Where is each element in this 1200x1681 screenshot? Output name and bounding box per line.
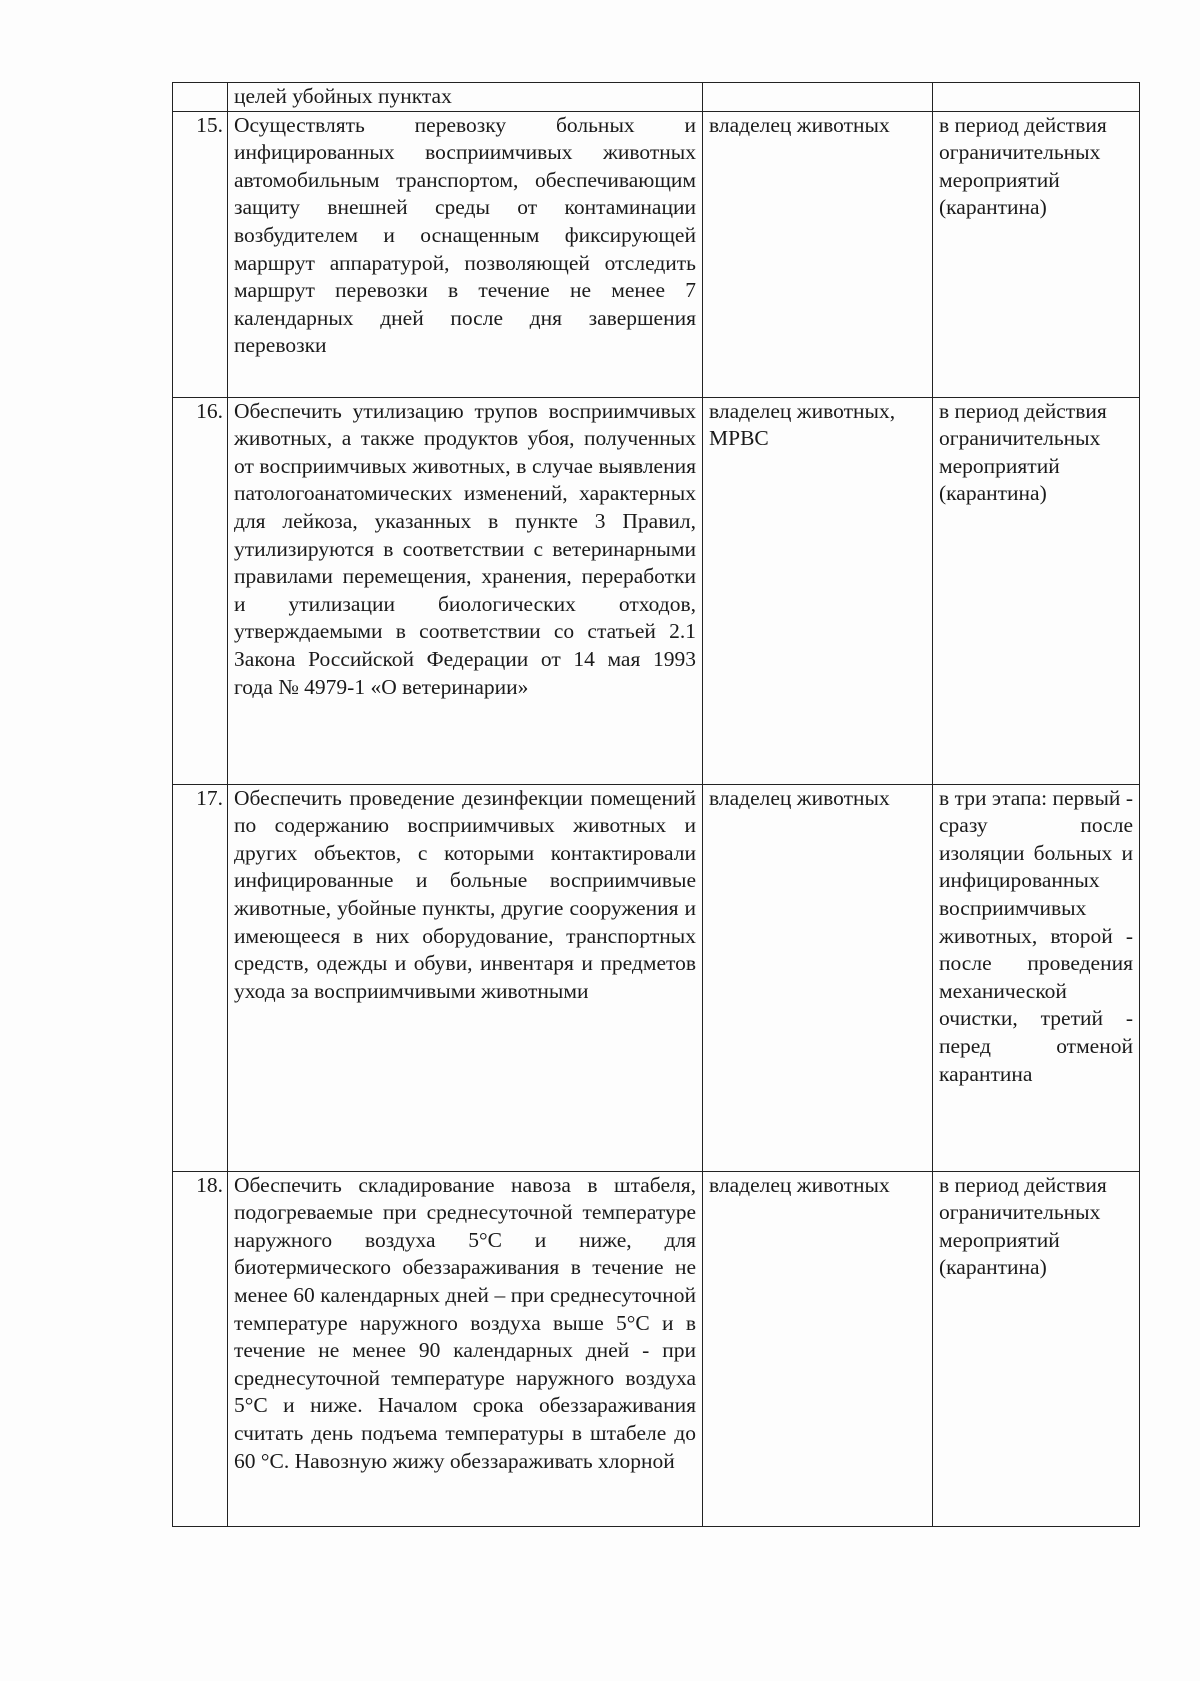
execution-term [933, 83, 1140, 112]
table-row [173, 83, 1140, 112]
execution-term: в период действия ограничительных мероприятий (карантина) [933, 111, 1140, 397]
row-number: 15. [173, 111, 228, 397]
measure-text: Обеспечить проведение дезинфекции помещений по содержанию восприимчивых животных и других объектов, с которыми контактировали инфицированные и больные восприимчивые животные, убойные пункты, другие сооружения и имеющееся в них оборудование, транспортных средств, одежды и обуви, инвентаря и предметов ухода за восприимчивыми животными [228, 784, 703, 1171]
responsible-party: владелец животных [703, 784, 933, 1171]
row-number: 18. [173, 1171, 228, 1526]
row-number [173, 83, 228, 112]
table-row [173, 784, 1140, 1171]
table-row [173, 397, 1140, 784]
measure-text: Обеспечить утилизацию трупов восприимчивых животных, а также продуктов убоя, полученных от восприимчивых животных, в случае выявления патологоанатомических изменений, характерных для лейкоза, указанных в пункте 3 Правил, утилизируются в соответствии с ветеринарными правилами перемещения, хранения, переработки и утилизации биологических отходов, утверждаемыми в соответствии со статьей 2.1 Закона Российской Федерации от 14 мая 1993 года № 4979-1 «О ветеринарии» [228, 397, 703, 784]
row-number: 16. [173, 397, 228, 784]
responsible-party: владелец животных, МРВС [703, 397, 933, 784]
measure-text: Обеспечить складирование навоза в штабеля, подогреваемые при среднесуточной температуре наружного воздуха 5°С и ниже, для биотермического обеззараживания в течение не менее 60 календарных дней – при среднесуточной температуре наружного воздуха выше 5°С и в течение не менее 90 календарных дней - при среднесуточной температуре наружного воздуха 5°С и ниже. Началом срока обеззараживания считать день подъема температуры в штабеле до 60 °С. Навозную жижу обеззараживать хлорной [228, 1171, 703, 1526]
table-row [173, 111, 1140, 397]
table-row [173, 1171, 1140, 1526]
responsible-party [703, 83, 933, 112]
execution-term: в три этапа: первый - сразу после изоляции больных и инфицированных восприимчивых животных, второй - после проведения механической очистки, третий - перед отменой карантина [933, 784, 1140, 1171]
measure-text: целей убойных пунктах [228, 83, 703, 112]
execution-term: в период действия ограничительных мероприятий (карантина) [933, 1171, 1140, 1526]
row-number: 17. [173, 784, 228, 1171]
measure-text: Осуществлять перевозку больных и инфицированных восприимчивых животных автомобильным транспортом, обеспечивающим защиту внешней среды от контаминации возбудителем и оснащенным фиксирующей маршрут аппаратурой, позволяющей отследить маршрут перевозки в течение не менее 7 календарных дней после дня завершения перевозки [228, 111, 703, 397]
measures-table [172, 82, 1140, 1527]
execution-term: в период действия ограничительных мероприятий (карантина) [933, 397, 1140, 784]
responsible-party: владелец животных [703, 111, 933, 397]
responsible-party: владелец животных [703, 1171, 933, 1526]
